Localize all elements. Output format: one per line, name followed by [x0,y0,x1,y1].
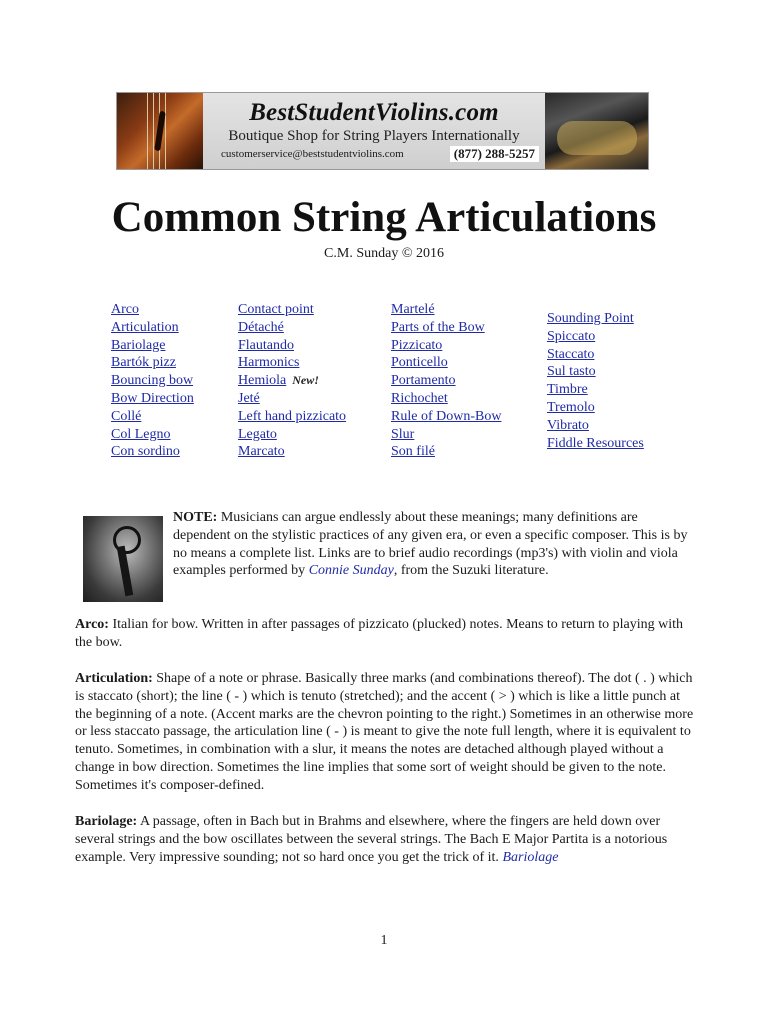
index-link-slur[interactable]: Slur [391,426,415,442]
index-link-bouncing-bow[interactable]: Bouncing bow [111,373,194,389]
index-column-3 [391,301,501,461]
index-link-con-sordino[interactable]: Con sordino [111,444,180,460]
index-link-spiccato[interactable]: Spiccato [547,328,596,344]
index-link-colle[interactable]: Collé [111,408,142,424]
index-column-4 [547,310,644,452]
index-link-richochet[interactable]: Richochet [391,390,448,406]
new-badge: New! [292,373,319,388]
note-text-before: Musicians can argue endlessly about these meanings; many definitions are dependent on the stylistic practices of any given era, or even a specific composer. This is by no means a complete list. Links are to brief audio recordings (mp3's) with violin and viola examples performed by [173,510,688,579]
index-link-bariolage[interactable]: Bariolage [111,337,166,353]
entry-text: A passage, often in Bach but in Brahms and elsewhere, where the fingers are held down over several strings and the bow oscillates between the several strings. The Bach E Major Partita is a notorious example. Very impressive sounding; not so hard once you get the trick of it. [75,814,668,865]
header-banner[interactable] [116,92,649,170]
index-link-arco[interactable]: Arco [111,302,139,317]
index-link-timbre[interactable]: Timbre [547,382,588,398]
index-link-bow-direction[interactable]: Bow Direction [111,390,194,406]
entry-arco [75,616,695,652]
connie-sunday-link[interactable]: Connie Sunday [308,563,394,579]
entry-term: Articulation: [75,671,153,686]
index-link-parts-of-the-bow[interactable]: Parts of the Bow [391,319,485,335]
note-text-after: , from the Suzuki literature. [393,563,549,579]
note-paragraph [173,509,693,580]
index-column-2 [238,301,346,461]
index-link-flautando[interactable]: Flautando [238,337,294,353]
bariolage-audio-link[interactable]: Bariolage [502,849,559,865]
index-link-marcato[interactable]: Marcato [238,444,285,460]
entry-term: Bariolage: [75,814,138,829]
banner-email: customerservice@beststudentviolins.com [221,148,404,160]
violin-scroll-photo [83,516,163,602]
entry-text: Italian for bow. Written in after passages of pizzicato (plucked) notes. Means to return to playing with the bow. [75,617,683,650]
note-label: NOTE: [173,510,218,525]
index-link-fiddle-resources[interactable]: Fiddle Resources [547,435,644,451]
index-link-tremolo[interactable]: Tremolo [547,399,595,415]
index-link-ponticello[interactable]: Ponticello [391,355,448,371]
index-column-1 [111,301,194,461]
index-link-portamento[interactable]: Portamento [391,373,456,389]
index-link-vibrato[interactable]: Vibrato [547,417,589,433]
banner-contact [203,146,545,162]
page-number: 1 [380,933,388,948]
index-link-rule-of-down-bow[interactable]: Rule of Down-Bow [391,408,502,424]
violin-case-image [545,93,648,169]
index-link-hemiola[interactable]: Hemiola [238,373,287,389]
index-link-detache[interactable]: Détaché [238,319,284,335]
entry-articulation [75,670,695,795]
entry-term: Arco: [75,617,109,632]
index-link-left-hand-pizzicato[interactable]: Left hand pizzicato [238,408,347,424]
index-link-jete[interactable]: Jeté [238,390,260,406]
index-link-staccato[interactable]: Staccato [547,346,595,362]
banner-text-area [203,93,545,169]
page-title: Common String Articulations [111,194,657,241]
index-link-bartok-pizz[interactable]: Bartók pizz [111,355,176,371]
index-link-col-legno[interactable]: Col Legno [111,426,171,442]
index-link-son-file[interactable]: Son filé [391,444,435,460]
banner-title: BestStudentViolins.com [249,99,499,126]
index-link-legato[interactable]: Legato [238,426,277,442]
index-link-articulation[interactable]: Articulation [111,319,179,335]
hemiola-row [238,372,346,390]
index-link-pizzicato[interactable]: Pizzicato [391,337,443,353]
index-link-contact-point[interactable]: Contact point [238,302,314,317]
entry-text: Shape of a note or phrase. Basically three marks (and combinations thereof). The dot ( . ) which is staccato (short); the line ( - ) which is tenuto (stretched); and the accent ( > ) which is like a little punch at the beginning of a note. (Accent marks are the chevron pointing to the right.) Sometimes in an otherwise more or less staccato passage, the articulation line ( - ) is meant to give the note full length, where it is equivalent to tenuto. Sometimes, in combination with a slur, it means the notes are detached although played without a change in bow direction. Sometimes the line implies that some sort of weight should be given to the note. Sometimes it's composer-defined. [75,671,694,793]
banner-phone: (877) 288-5257 [450,146,539,162]
index-link-martele[interactable]: Martelé [391,302,435,317]
index-link-sul-tasto[interactable]: Sul tasto [547,364,596,380]
violin-image [117,93,203,169]
index-link-sounding-point[interactable]: Sounding Point [547,311,634,326]
index-link-harmonics[interactable]: Harmonics [238,355,300,371]
byline: C.M. Sunday © 2016 [324,246,444,261]
entry-bariolage [75,813,695,866]
banner-subtitle: Boutique Shop for String Players Internationally [228,128,520,144]
